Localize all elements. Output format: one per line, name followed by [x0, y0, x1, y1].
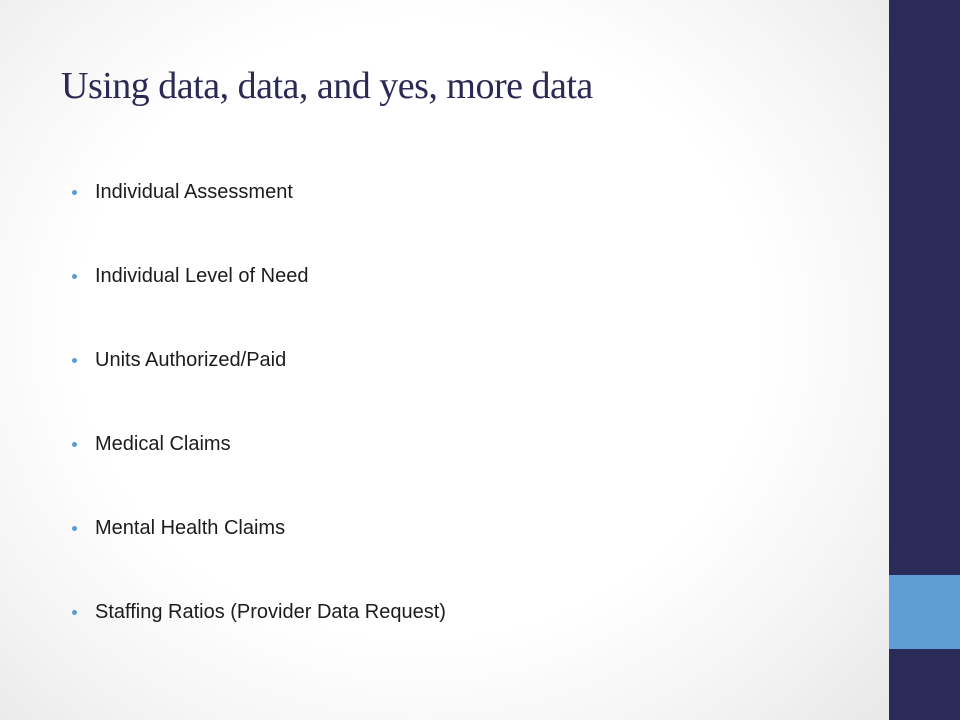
side-accent-block [889, 575, 960, 649]
bullet-item [72, 594, 446, 678]
bullet-text: Staffing Ratios (Provider Data Request) [95, 601, 446, 623]
bullet-item [72, 342, 446, 426]
bullet-text: Mental Health Claims [95, 517, 286, 539]
bullet-item [72, 258, 446, 342]
bullet-dot-icon [72, 274, 77, 279]
bullet-text: Individual Assessment [95, 181, 293, 203]
bullet-item [72, 174, 446, 258]
slide-title: Using data, data, and yes, more data [61, 65, 593, 107]
bullet-dot-icon [72, 442, 77, 447]
bullet-text: Medical Claims [95, 433, 231, 455]
bullet-text: Individual Level of Need [95, 265, 309, 287]
bullet-dot-icon [72, 610, 77, 615]
bullet-text: Units Authorized/Paid [95, 349, 287, 371]
bullet-dot-icon [72, 190, 77, 195]
bullet-list [72, 174, 446, 678]
bullet-dot-icon [72, 358, 77, 363]
bullet-item [72, 510, 446, 594]
bullet-dot-icon [72, 526, 77, 531]
bullet-item [72, 426, 446, 510]
